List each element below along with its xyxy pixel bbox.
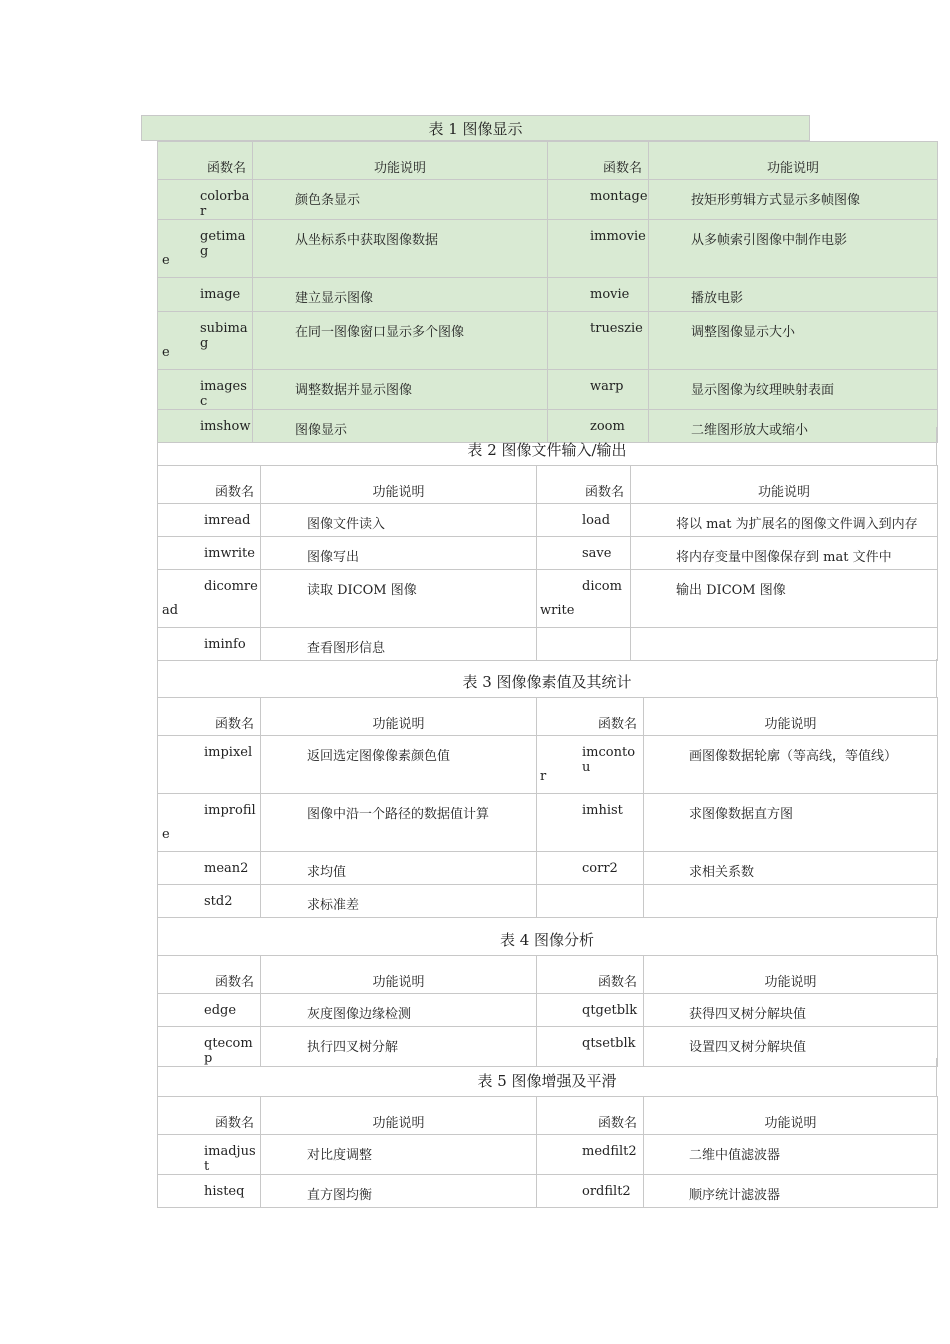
function-desc — [644, 885, 938, 918]
header-function-name: 函数名 — [537, 698, 644, 736]
function-desc: 显示图像为纹理映射表面 — [649, 370, 938, 410]
table-3 — [157, 697, 938, 918]
table-2 — [157, 465, 938, 661]
table-4 — [157, 955, 938, 1067]
header-function-name: 函数名 — [537, 466, 631, 504]
function-desc: 求标准差 — [261, 885, 537, 918]
function-name: imshow — [158, 410, 253, 443]
table-row — [158, 794, 938, 852]
header-function-desc: 功能说明 — [644, 698, 938, 736]
header-function-desc: 功能说明 — [644, 956, 938, 994]
function-name: imwrite — [158, 537, 261, 570]
header-function-desc: 功能说明 — [644, 1097, 938, 1135]
function-desc: 直方图均衡 — [261, 1175, 537, 1208]
function-name: imread — [158, 504, 261, 537]
function-name — [537, 628, 631, 661]
table-row — [158, 220, 938, 278]
header-function-name: 函数名 — [158, 466, 261, 504]
function-name: corr2 — [537, 852, 644, 885]
function-desc: 顺序统计滤波器 — [644, 1175, 938, 1208]
table-row — [158, 537, 938, 570]
function-desc: 调整数据并显示图像 — [253, 370, 548, 410]
function-desc: 在同一图像窗口显示多个图像 — [253, 312, 548, 370]
function-name: warp — [548, 370, 649, 410]
table-1-caption: 表 1 图像显示 — [141, 115, 810, 141]
header-function-name: 函数名 — [158, 956, 261, 994]
function-desc: 调整图像显示大小 — [649, 312, 938, 370]
table-2-caption: 表 2 图像文件输入/输出 — [157, 427, 937, 465]
function-name — [158, 794, 261, 852]
function-name: std2 — [158, 885, 261, 918]
function-name-part-1: getimag — [200, 229, 246, 259]
function-name: qtsetblk — [537, 1027, 644, 1067]
table-3-caption: 表 3 图像像素值及其统计 — [157, 659, 937, 697]
table-row — [158, 370, 938, 410]
table-row — [158, 278, 938, 312]
function-desc: 建立显示图像 — [253, 278, 548, 312]
function-desc: 按矩形剪辑方式显示多帧图像 — [649, 180, 938, 220]
function-desc: 图像写出 — [261, 537, 537, 570]
table-1 — [157, 141, 938, 443]
table-row — [158, 504, 938, 537]
function-name: ordfilt2 — [537, 1175, 644, 1208]
function-name-part-2: r — [540, 769, 547, 784]
function-name: iminfo — [158, 628, 261, 661]
function-desc: 求相关系数 — [644, 852, 938, 885]
function-name: image — [158, 278, 253, 312]
function-name: edge — [158, 994, 261, 1027]
function-name: trueszie — [548, 312, 649, 370]
table-4-caption: 表 4 图像分析 — [157, 917, 937, 955]
function-name-part-1: dicomre — [204, 579, 258, 594]
function-name: load — [537, 504, 631, 537]
function-name — [158, 570, 261, 628]
table-row — [158, 570, 938, 628]
header-function-desc: 功能说明 — [261, 1097, 537, 1135]
function-desc: 图像中沿一个路径的数据值计算 — [261, 794, 537, 852]
table-5 — [157, 1096, 938, 1208]
function-name — [537, 736, 644, 794]
function-desc: 求均值 — [261, 852, 537, 885]
header-function-name: 函数名 — [537, 956, 644, 994]
table-row — [158, 885, 938, 918]
function-desc: 图像文件读入 — [261, 504, 537, 537]
table-row — [158, 180, 938, 220]
header-function-desc: 功能说明 — [261, 698, 537, 736]
function-name-part-1: improfil — [204, 803, 256, 818]
function-name: impixel — [158, 736, 261, 794]
function-desc: 输出 DICOM 图像 — [631, 570, 938, 628]
function-name — [158, 312, 253, 370]
function-name-part-1: imcontou — [582, 745, 636, 775]
function-desc: 获得四叉树分解块值 — [644, 994, 938, 1027]
table-5-caption: 表 5 图像增强及平滑 — [157, 1058, 937, 1096]
function-name: montage — [548, 180, 649, 220]
function-name: imhist — [537, 794, 644, 852]
table-row — [158, 312, 938, 370]
function-desc: 二维中值滤波器 — [644, 1135, 938, 1175]
function-name: imagesc — [158, 370, 253, 410]
function-desc: 颜色条显示 — [253, 180, 548, 220]
function-desc: 读取 DICOM 图像 — [261, 570, 537, 628]
function-name: qtecomp — [158, 1027, 261, 1067]
table-row — [158, 736, 938, 794]
function-desc: 二维图形放大或缩小 — [649, 410, 938, 443]
function-name: save — [537, 537, 631, 570]
table-row — [158, 1175, 938, 1208]
function-name: imadjust — [158, 1135, 261, 1175]
function-desc — [631, 628, 938, 661]
function-desc: 从坐标系中获取图像数据 — [253, 220, 548, 278]
table-row — [158, 1135, 938, 1175]
function-name — [537, 570, 631, 628]
table-row — [158, 994, 938, 1027]
header-function-name: 函数名 — [158, 698, 261, 736]
function-name-part-1: dicom — [582, 579, 622, 594]
function-desc: 执行四叉树分解 — [261, 1027, 537, 1067]
header-function-desc: 功能说明 — [261, 466, 537, 504]
table-row — [158, 852, 938, 885]
header-function-desc: 功能说明 — [631, 466, 938, 504]
function-name: medfilt2 — [537, 1135, 644, 1175]
function-name — [158, 220, 253, 278]
function-desc: 设置四叉树分解块值 — [644, 1027, 938, 1067]
function-name: zoom — [548, 410, 649, 443]
function-desc: 查看图形信息 — [261, 628, 537, 661]
function-name: colorbar — [158, 180, 253, 220]
function-desc: 将以 mat 为扩展名的图像文件调入到内存 — [631, 504, 938, 537]
function-name: movie — [548, 278, 649, 312]
function-desc: 将内存变量中图像保存到 mat 文件中 — [631, 537, 938, 570]
function-name-part-1: subimag — [200, 321, 248, 351]
function-desc: 画图像数据轮廓（等高线，等值线） — [644, 736, 938, 794]
function-name: mean2 — [158, 852, 261, 885]
header-function-name: 函数名 — [158, 1097, 261, 1135]
header-function-desc: 功能说明 — [649, 142, 938, 180]
function-desc: 图像显示 — [253, 410, 548, 443]
function-desc: 对比度调整 — [261, 1135, 537, 1175]
function-name-part-2: e — [162, 345, 170, 360]
function-desc: 返回选定图像像素颜色值 — [261, 736, 537, 794]
function-desc: 灰度图像边缘检测 — [261, 994, 537, 1027]
function-desc: 从多帧索引图像中制作电影 — [649, 220, 938, 278]
header-function-name: 函数名 — [158, 142, 253, 180]
function-desc: 求图像数据直方图 — [644, 794, 938, 852]
function-name-part-2: write — [540, 603, 575, 618]
header-function-name: 函数名 — [548, 142, 649, 180]
header-function-name: 函数名 — [537, 1097, 644, 1135]
function-name: immovie — [548, 220, 649, 278]
function-name-part-2: ad — [162, 603, 179, 618]
function-name — [537, 885, 644, 918]
header-function-desc: 功能说明 — [261, 956, 537, 994]
table-row — [158, 628, 938, 661]
function-name-part-2: e — [162, 253, 170, 268]
function-name-part-2: e — [162, 827, 170, 842]
header-function-desc: 功能说明 — [253, 142, 548, 180]
function-desc: 播放电影 — [649, 278, 938, 312]
function-name: histeq — [158, 1175, 261, 1208]
function-name: qtgetblk — [537, 994, 644, 1027]
